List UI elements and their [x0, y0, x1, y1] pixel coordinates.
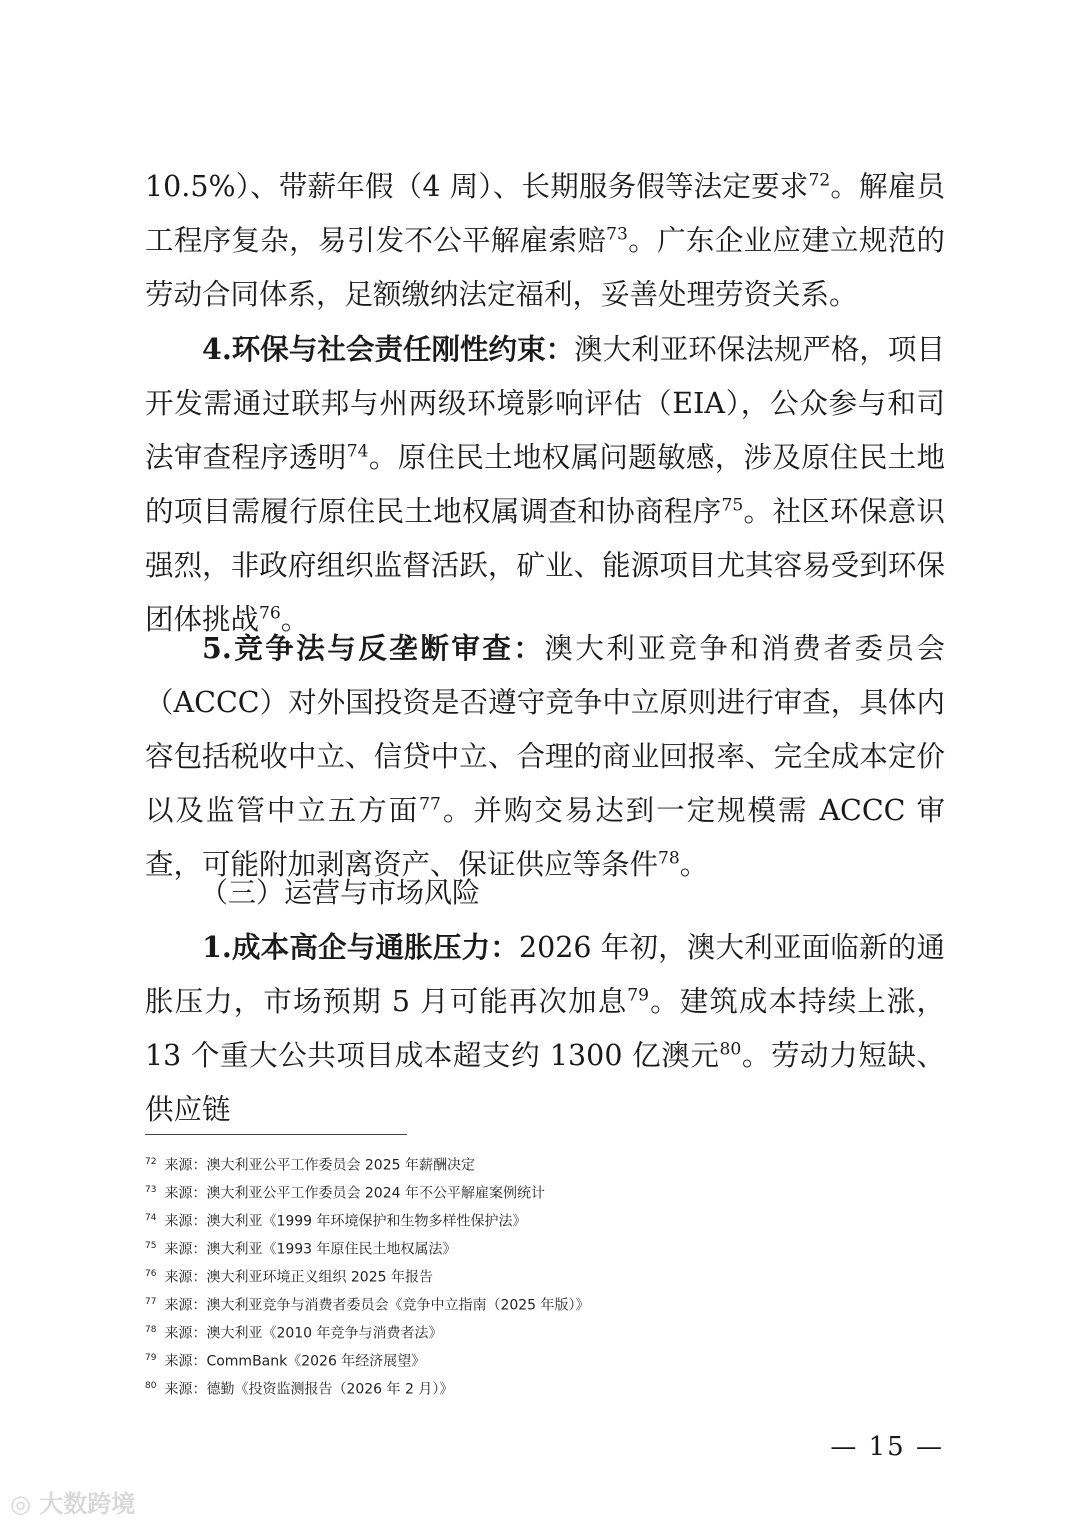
footnote-item: $^{75}$ 来源：澳大利亚《1993 年原住民土地权属法》	[145, 1241, 457, 1258]
footnote-item: $^{80}$ 来源：德勤《投资监测报告（2026 年 2 月）》	[145, 1381, 454, 1398]
footnote-item: $^{76}$ 来源：澳大利亚环境正义组织 2025 年报告	[145, 1269, 433, 1286]
watermark-icon: ◎	[10, 1490, 40, 1518]
page-number: — 15 —	[830, 1432, 944, 1462]
watermark-logo: ◎ 大数跨境	[10, 1490, 136, 1518]
paragraph-environment: 4.环保与社会责任刚性约束：澳大利亚环保法规严格，项目开发需通过联邦与州两级环境影响评估（EIA），公众参与和司法审查程序透明$^{74}$。原住民土地权属问题敏感，涉及原住民土地的项目需履行原住民土地权属调查和协商程序$^{75}$。社区环保意识强烈，非政府组织监督活跃，矿业、能源项目尤其容易受到环保团体挑战$^{76}$。	[145, 332, 945, 636]
footnote-item: $^{78}$ 来源：澳大利亚《2010 年竞争与消费者法》	[145, 1325, 443, 1342]
footnote-item: $^{74}$ 来源：澳大利亚《1999 年环境保护和生物多样性保护法》	[145, 1213, 527, 1230]
section-heading: （三）运营与市场风险	[200, 876, 481, 909]
footnotes	[145, 1148, 945, 1400]
footnote-item: $^{79}$ 来源：CommBank《2026 年经济展望》	[145, 1353, 426, 1370]
paragraph-competition: 5.竞争法与反垄断审查：澳大利亚竞争和消费者委员会（ACCC）对外国投资是否遵守竞争中立原则进行审查，具体内容包括税收中立、信贷中立、合理的商业回报率、完全成本定价以及监管中立五方面$^{77}$。并购交易达到一定规模需 ACCC 审查，可能附加剥离资产、保证供应等条件$^{78}$。	[145, 631, 945, 881]
footnote-item: $^{77}$ 来源：澳大利亚竞争与消费者委员会《竞争中立指南（2025 年版）》	[145, 1297, 590, 1314]
footnote-divider	[145, 1134, 407, 1135]
paragraph-cost-inflation: 1.成本高企与通胀压力：2026 年初，澳大利亚面临新的通胀压力，市场预期 5 月可能再次加息$^{79}$。建筑成本持续上涨，13 个重大公共项目成本超支约 1300 亿澳元$^{80}$。劳动力短缺、供应链	[145, 930, 945, 1126]
paragraph-labor-law: 10.5%）、带薪年假（4 周）、长期服务假等法定要求$^{72}$。解雇员工程序复杂，易引发不公平解雇索赔$^{73}$。广东企业应建立规范的劳动合同体系，足额缴纳法定福利，妥善处理劳资关系。	[145, 170, 945, 311]
footnote-item: $^{73}$ 来源：澳大利亚公平工作委员会 2024 年不公平解雇案例统计	[145, 1185, 545, 1202]
footnote-item: $^{72}$ 来源：澳大利亚公平工作委员会 2025 年薪酬决定	[145, 1157, 475, 1174]
